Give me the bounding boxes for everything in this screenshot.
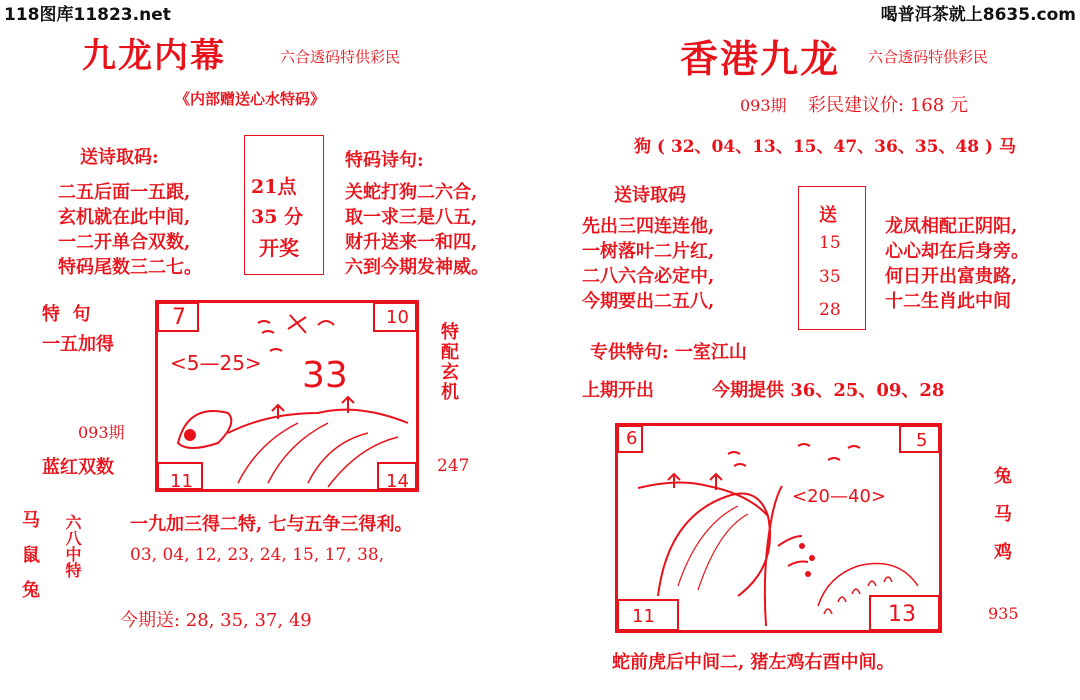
left-side-number: 247 — [437, 456, 470, 476]
te-ju-label: 特 句 — [42, 304, 91, 325]
poem-line: 今期要出二五八, — [582, 291, 715, 312]
zodiac-item: 马 — [994, 504, 1012, 525]
corner-number: 6 — [626, 428, 638, 449]
right-subtitle: 六合透码特供彩民 — [868, 48, 989, 66]
send-number: 15 — [819, 233, 841, 253]
numbers-line: 03, 04, 12, 23, 24, 15, 17, 38, — [130, 545, 385, 565]
poem-line: 取一求三是八五, — [345, 207, 478, 228]
te-ju-value: 一五加得 — [42, 334, 114, 355]
poem-line: 玄机就在此中间, — [58, 207, 191, 228]
today-send-line: 今期送: 28, 35, 37, 49 — [120, 610, 312, 631]
send-number-box — [798, 186, 866, 330]
poem-line: 关蛇打狗二六合, — [345, 182, 478, 203]
right-title: 香港九龙 — [680, 36, 841, 81]
poem-line: 一二开单合双数, — [58, 232, 191, 253]
right-zodiac-column — [994, 458, 1012, 572]
tema-label: 特码诗句: — [345, 150, 424, 171]
poem-line: 二八六合必定中, — [582, 266, 715, 287]
right-sketch-drawing — [618, 426, 939, 630]
dog-horse-line: 狗 ( 32、04、13、15、47、36、35、48 ) 马 — [634, 137, 1017, 157]
send-number: 35 — [819, 267, 841, 287]
send-label: 送 — [819, 205, 837, 226]
corner-number: 11 — [170, 471, 193, 492]
liu-ba-zhong-te: 六八中特 — [63, 514, 82, 578]
frame-range: <5—25> — [170, 351, 262, 375]
bottom-line: 蛇前虎后中间二, 猪左鸡右酉中间。 — [612, 652, 895, 673]
te-pei-xuan-ji: 特配玄机 — [438, 322, 459, 402]
poem-line: 龙凤相配正阴阳, — [885, 216, 1018, 237]
zodiac-item: 马 — [22, 510, 40, 531]
corner-number: 5 — [916, 430, 928, 451]
left-poem — [58, 180, 202, 280]
draw-time-box — [244, 135, 324, 275]
corner-number: 14 — [386, 471, 409, 492]
left-issue: 093期 — [78, 423, 125, 442]
zodiac-item: 兔 — [994, 466, 1012, 487]
poem-line: 六到今期发神威。 — [345, 257, 489, 278]
tema-poem — [345, 180, 489, 280]
draw-time-minute: 35 分 — [251, 206, 304, 228]
zodiac-item: 鼠 — [22, 545, 40, 566]
left-title: 九龙内幕 — [82, 36, 226, 76]
left-picture-frame — [155, 300, 419, 492]
corner-number: 11 — [632, 606, 655, 627]
lan-hong-label: 蓝红双数 — [42, 457, 114, 478]
corner-number: 13 — [888, 602, 916, 627]
poem-line: 何日开出富贵路, — [885, 266, 1018, 287]
poem-line: 财升送来一和四, — [345, 232, 478, 253]
zhuan-gong-line: 专供特句: 一室江山 — [590, 342, 747, 363]
poem-line: 十二生肖此中间 — [885, 291, 1011, 312]
last-issue-label: 上期开出 — [582, 380, 654, 401]
poem-line: 心心却在后身旁。 — [885, 241, 1029, 262]
frame-range: <20—40> — [792, 486, 886, 507]
zodiac-item: 兔 — [22, 580, 40, 601]
draw-time-label: 开奖 — [259, 236, 299, 260]
zodiac-item: 鸡 — [994, 542, 1012, 563]
formula-line: 一九加三得二特, 七与五争三得利。 — [130, 514, 413, 535]
poem-line: 先出三四连连他, — [582, 216, 715, 237]
left-gift-line: 《内部赠送心水特码》 — [175, 90, 326, 108]
right-site-link[interactable]: 喝普洱茶就上8635.com — [880, 5, 1076, 25]
right-poem — [582, 214, 714, 314]
right-poem-2 — [885, 214, 1029, 314]
zodiac-column — [22, 508, 40, 603]
right-issue: 093期 — [740, 96, 787, 115]
corner-number: 7 — [172, 305, 186, 330]
left-site-link[interactable]: 118图库11823.net — [4, 5, 171, 25]
draw-time-hour: 21点 — [251, 176, 297, 198]
poem-line: 一树落叶二片红, — [582, 241, 715, 262]
right-price: 彩民建议价: 168 元 — [808, 95, 968, 116]
corner-number: 10 — [386, 307, 409, 328]
frame-number: 33 — [302, 355, 348, 396]
left-subtitle: 六合透码特供彩民 — [280, 48, 401, 66]
send-number: 28 — [819, 300, 841, 320]
poem-line: 二五后面一五跟, — [58, 182, 191, 203]
poem-line: 特码尾数三二七。 — [58, 257, 202, 278]
right-poem-label: 送诗取码 — [614, 185, 686, 206]
right-side-number: 935 — [988, 604, 1019, 623]
left-poem-label: 送诗取码: — [80, 147, 159, 168]
left-sketch-drawing — [158, 303, 416, 489]
this-issue-line: 今期提供 36、25、09、28 — [712, 380, 945, 401]
right-picture-frame — [615, 423, 942, 633]
